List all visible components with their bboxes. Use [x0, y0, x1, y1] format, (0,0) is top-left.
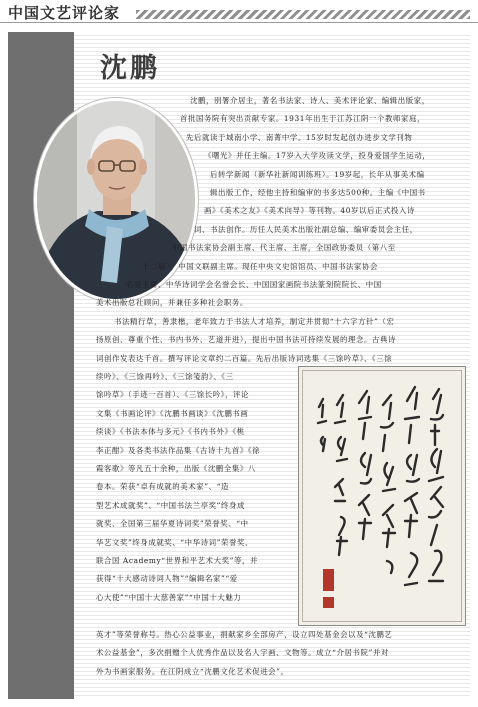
bio-line: 《曙光》并任主编。17岁入大学攻读文学，投身爱国学生运动，	[204, 151, 431, 161]
bio-line: 续吟》、《三馀再吟》、《三馀笺韵》、《三	[96, 372, 234, 381]
profile-name: 沈鹏	[100, 53, 160, 84]
section-title: 中国文艺评论家	[8, 4, 121, 22]
bio-line: 后转学新闻（新华社新闻训练班）。19岁起，长年从事美术编	[210, 169, 425, 179]
bio-line: 型艺术成就奖”、“中国书法兰亭奖”终身成	[96, 500, 245, 510]
bio-block-middle	[96, 276, 466, 368]
header-divider	[0, 22, 478, 23]
red-seal-stamp-small	[323, 597, 334, 608]
bio-line: 中国书法家协会副主席、代主席、主席，全国政协委员（第八至	[172, 243, 396, 253]
bio-line: 文集《书画论评》《沈鹏书画谈》《沈鹏书画	[96, 408, 249, 418]
bio-line: 十二届）、中国文联副主席。现任中央文史馆馆员、中国书法家协会	[142, 261, 379, 271]
bio-line: 辑出版工作，经他主持和编审的书多达500种。主编《中国书	[210, 188, 426, 198]
bio-line: 联合国 Academy“世界和平艺术大奖”等，并	[96, 556, 258, 566]
bio-line: 续谈》《书法本体与多元》《书内书外》《桃	[96, 427, 245, 437]
page-header	[0, 0, 478, 24]
bio-line: 馀吟草》（手迹一百首）、《三馀长吟》，评论	[96, 390, 250, 400]
bio-line: 名誉主席、中华诗词学会名誉会长、中国国家画院书法篆刻院院长、中国	[126, 280, 382, 289]
bio-line: 外为书画家服务。在江阴成立“沈鹏文化艺术促进会”。	[96, 666, 289, 676]
bio-block-top	[142, 92, 464, 276]
bio-line: 就奖、全国第三届华夏诗词奖”荣誉奖、“中	[96, 519, 249, 529]
bio-line: 先后就读于城南小学、南菁中学。15岁时发起创办进步文学刊物	[186, 132, 413, 142]
bio-line: 美术出版总社顾问，并兼任多种社会职务。	[96, 298, 248, 308]
bio-line: 画》《美术之友》《美术向导》等刊物。40岁以后正式投入诗	[204, 206, 415, 216]
header-stripe-decoration	[136, 10, 470, 19]
bio-line: 首批国务院有突出贡献专家。1931年出生于江苏江阴一个教师家庭，	[180, 114, 425, 124]
bio-line: 词创作发表达千首。撰写评论文章约二百篇。先后出版诗词选集《三馀吟草》、《三馀	[96, 353, 393, 363]
bio-line: 扬原创、尊重个性、书内书外、艺道并进），提出中国书法可持续发展的理念。古典诗	[96, 335, 396, 345]
bio-line: 沈鹏，别署介居主，著名书法家、诗人、美术评论家、编辑出版家，	[190, 96, 430, 105]
bio-line: 书法精行草，善隶楷，老年致力于书法人才培养，制定并贯彻“十六字方针”（宏	[114, 316, 395, 326]
calligraphy-artwork	[298, 366, 466, 626]
bio-line: 词、书法创作。历任人民美术出版社副总编、编审委员会主任，	[194, 224, 418, 234]
bio-line: 心大使”“中国十大慈善家”“中国十大魅力	[96, 592, 242, 602]
bio-line: 霞客歌》等凡五十余种，出版《沈鹏全集》八	[96, 464, 256, 474]
bio-line: 获得“十大感动诗词人物”“编辑名家”“爱	[96, 574, 238, 584]
bio-line: 术公益基金”，多次捐赠个人优秀作品以及名人字画、文物等。成立“介居书院”并对	[96, 648, 389, 658]
bio-line: 英才”等荣誉称号。热心公益事业，捐献家乡全部房产，设立四处基金会以及“沈鹏艺	[96, 630, 393, 639]
bio-line: 卷本。荣获“卓有成就的美术家”、“造	[96, 482, 229, 492]
bio-block-bottom	[96, 626, 466, 681]
bio-block-left-column	[96, 368, 296, 607]
bio-line: 李正酣》及各类书法作品集《古诗十九首》《徐	[96, 445, 261, 455]
bio-line: 华艺文奖”终身成就奖、“中华诗词”荣誉奖、	[96, 537, 253, 547]
red-seal-stamp	[323, 569, 334, 591]
